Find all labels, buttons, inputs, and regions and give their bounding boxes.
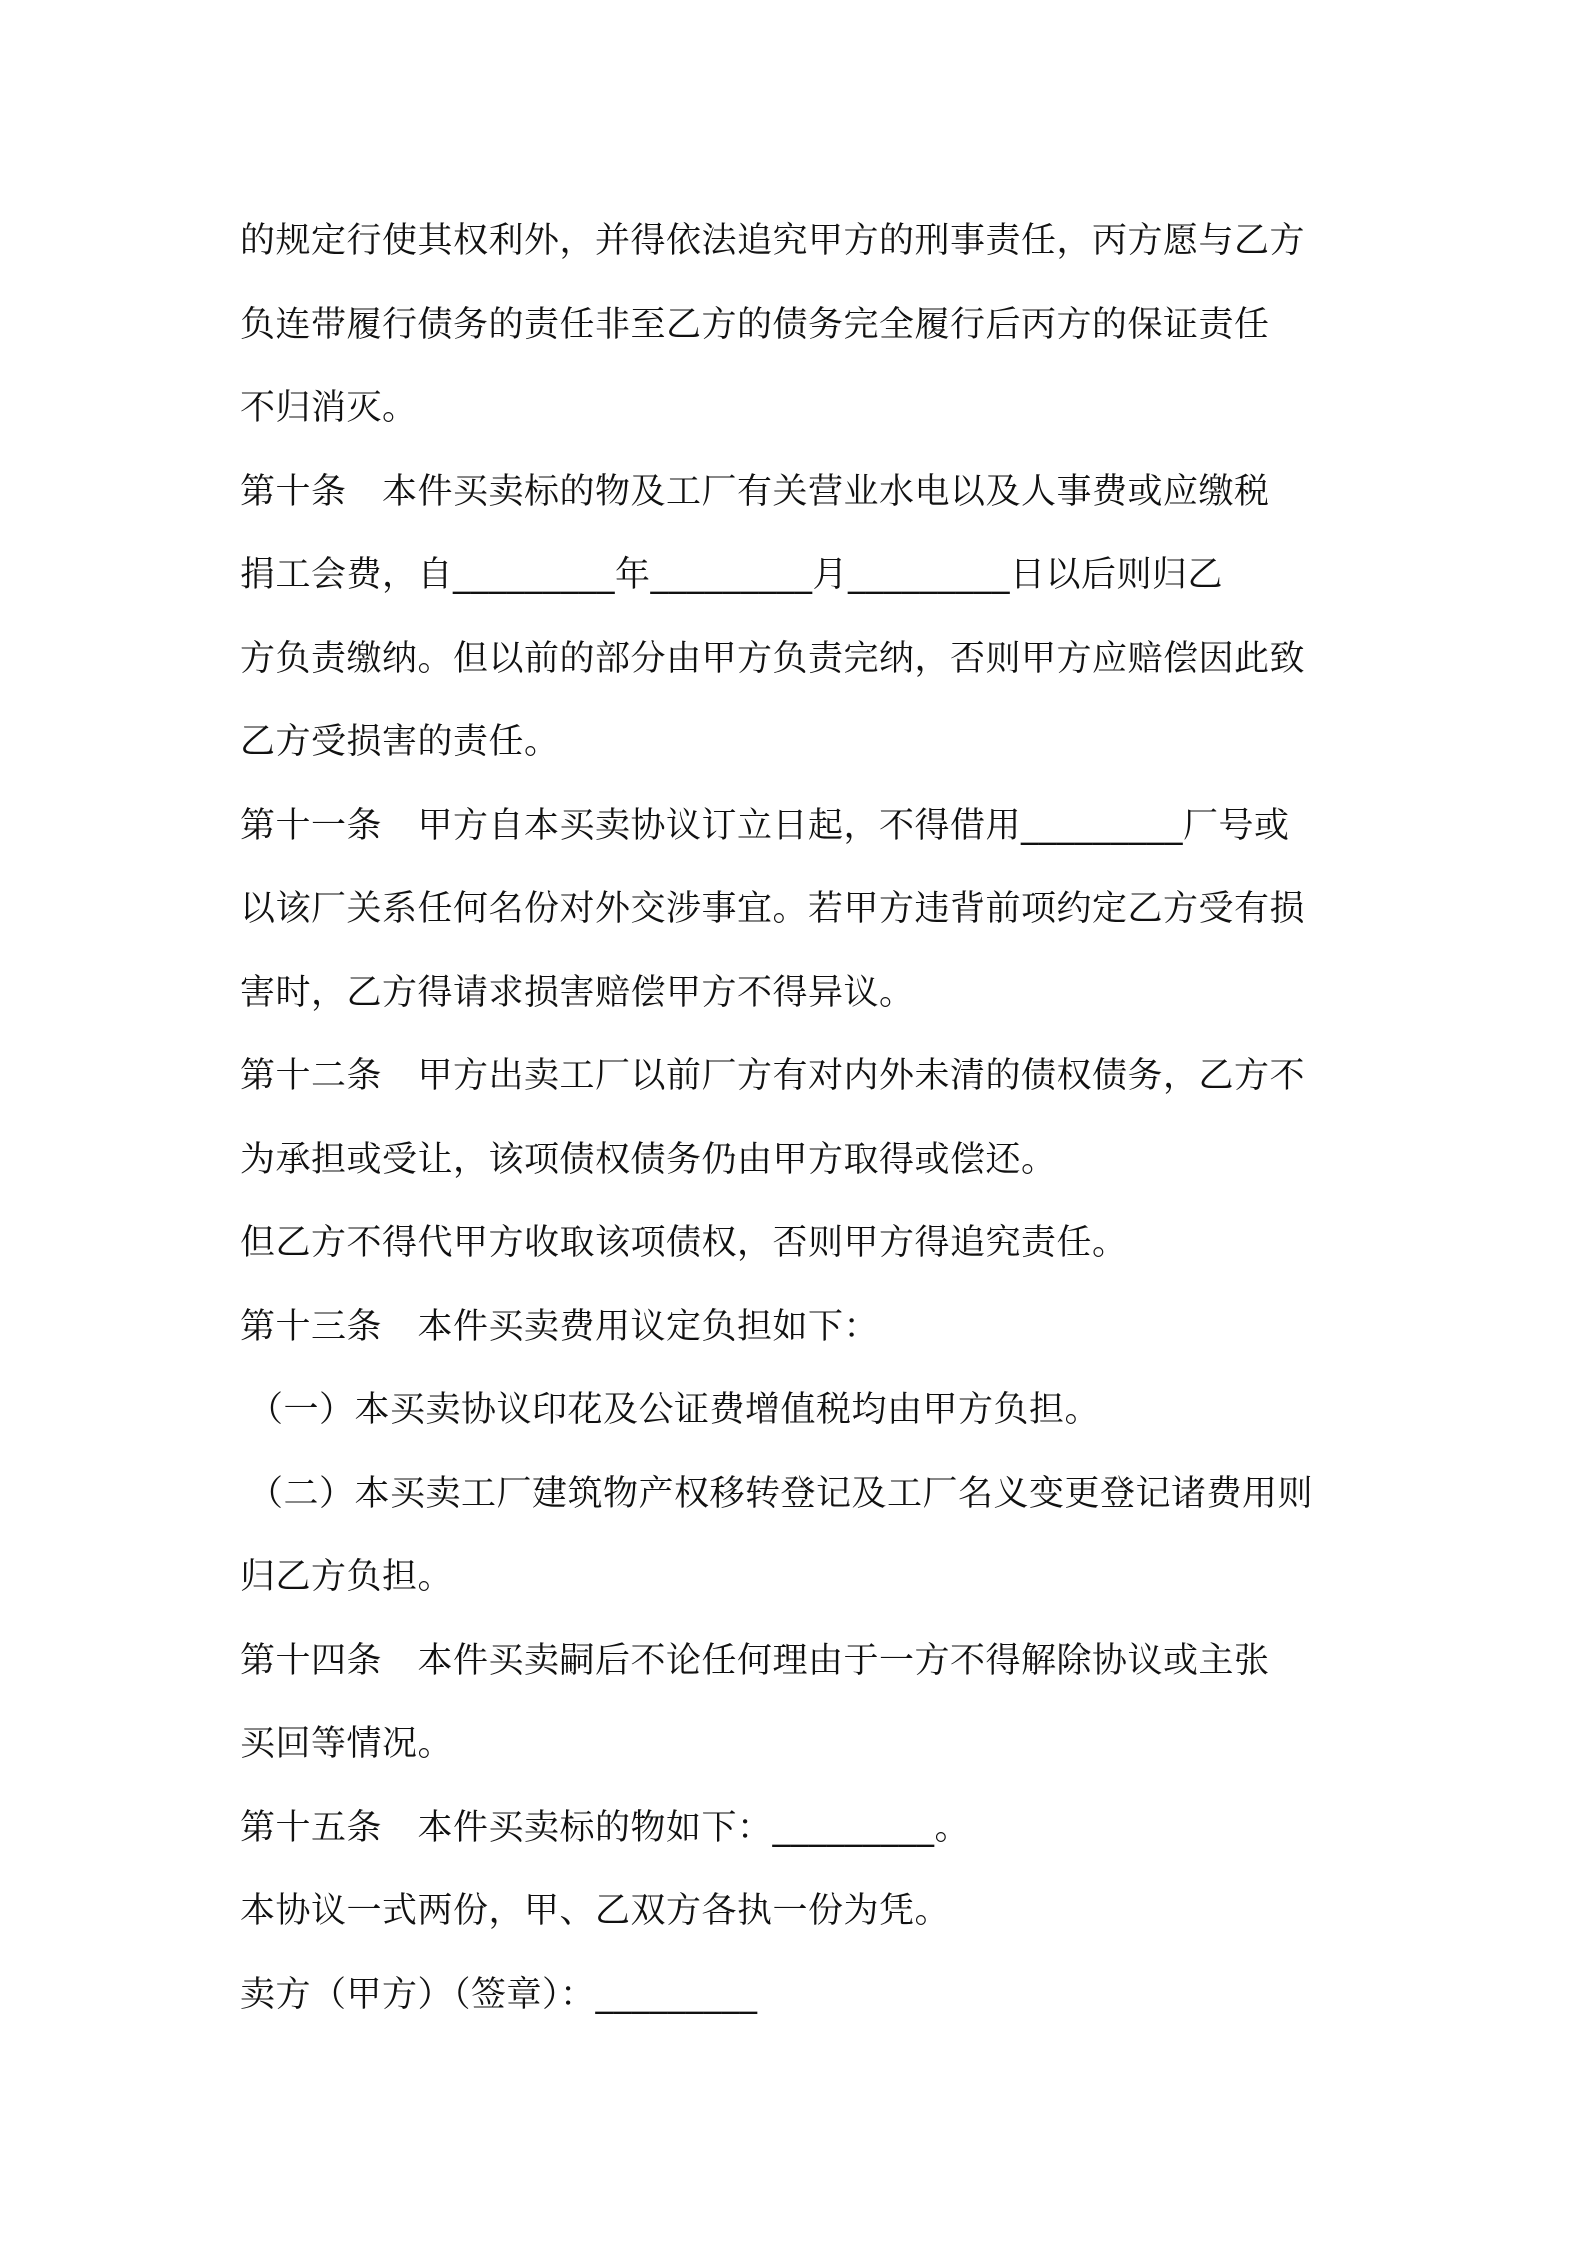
text-line: 为承担或受让，该项债权债务仍由甲方取得或偿还。 (240, 1139, 1057, 1180)
text-line: 方负责缴纳。但以前的部分由甲方负责完纳，否则甲方应赔偿因此致 (240, 638, 1306, 679)
text-line: 害时，乙方得请求损害赔偿甲方不得异议。 (240, 972, 915, 1013)
text-line: 捐工会费，自_________年_________月_________日以后则归乙 (240, 555, 1224, 595)
text-line: 不归消灭。 (240, 388, 418, 428)
seller-signature-line: 卖方（甲方）（签章）：_________ (240, 1974, 758, 2015)
article-15-heading-line: 第十五条 本件买卖标的物如下：_________。 (240, 1807, 971, 1848)
article-11-heading-line: 第十一条 甲方自本买卖协议订立日起，不得借用_________厂号或 (240, 805, 1290, 846)
text-line: 但乙方不得代甲方收取该项债权，否则甲方得追究责任。 (240, 1223, 1128, 1263)
article-14-heading-line: 第十四条 本件买卖嗣后不论任何理由于一方不得解除协议或主张 (240, 1640, 1270, 1681)
article-12-heading-line: 第十二条 甲方出卖工厂以前厂方有对内外未清的债权债务，乙方不 (240, 1056, 1306, 1096)
text-line: 买回等情况。 (240, 1724, 454, 1764)
text-line: 负连带履行债务的责任非至乙方的债务完全履行后丙方的保证责任 (240, 304, 1270, 345)
article-10-heading-line: 第十条 本件买卖标的物及工厂有关营业水电以及人事费或应缴税 (240, 471, 1270, 512)
document-body (240, 200, 1360, 2037)
list-item-1: （一）本买卖协议印花及公证费增值税均由甲方负担。 (248, 1390, 1101, 1430)
text-line: 本协议一式两份，甲、乙双方各执一份为凭。 (240, 1891, 951, 1931)
text-line: 以该厂关系任何名份对外交涉事宜。若甲方违背前项约定乙方受有损 (240, 889, 1306, 929)
text-line: 的规定行使其权利外，并得依法追究甲方的刑事责任，丙方愿与乙方 (240, 221, 1306, 261)
text-line: 归乙方负担。 (240, 1557, 454, 1597)
article-13-heading-line: 第十三条 本件买卖费用议定负担如下： (240, 1306, 880, 1347)
text-line: 乙方受损害的责任。 (240, 722, 560, 762)
list-item-2: （二）本买卖工厂建筑物产权移转登记及工厂名义变更登记诸费用则 (248, 1473, 1314, 1514)
